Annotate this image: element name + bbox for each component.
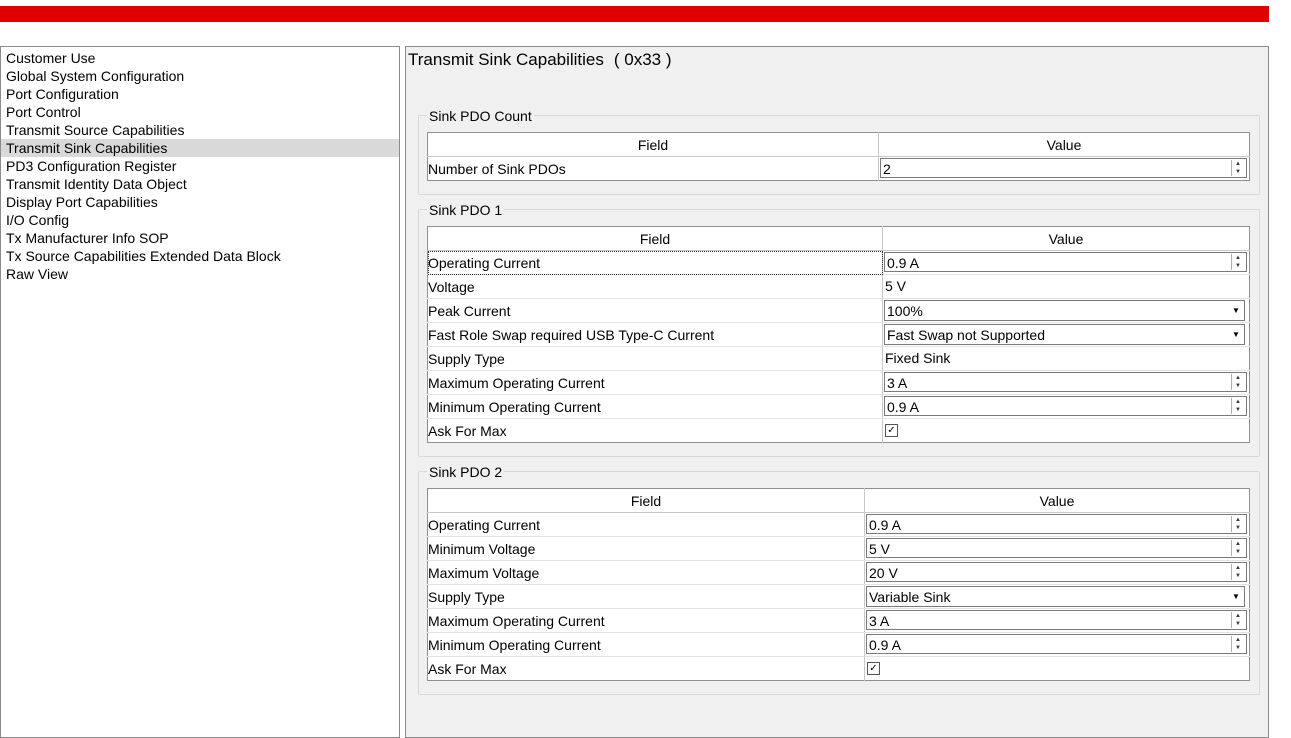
spin-up-icon[interactable]: ▲: [1235, 517, 1241, 523]
spinbox-buttons[interactable]: [1231, 636, 1245, 652]
value-cell: [883, 251, 1250, 275]
value-cell: [883, 371, 1250, 395]
nav-list: [1, 47, 399, 283]
group-sink-pdo-1: [418, 202, 1260, 457]
value-cell-wrap: [883, 299, 1249, 322]
spinbox-value[interactable]: 5 V: [869, 541, 891, 557]
value-cell: [865, 513, 1250, 537]
field-name-cell: Minimum Voltage: [428, 537, 865, 561]
table-row: [428, 633, 1250, 657]
dropdown-select[interactable]: [866, 586, 1245, 607]
dropdown-select[interactable]: [884, 324, 1245, 345]
spin-down-icon[interactable]: ▼: [1235, 549, 1241, 555]
dropdown-value[interactable]: Variable Sink: [869, 589, 951, 605]
table-row: [428, 419, 1250, 443]
numeric-spinbox[interactable]: [884, 252, 1247, 272]
static-value: 5 V: [885, 278, 907, 294]
value-cell-wrap: [879, 157, 1249, 180]
table-row: [428, 395, 1250, 419]
group-label: Sink PDO Count: [429, 108, 532, 124]
table-row: [428, 513, 1250, 537]
page-title-text: Transmit Sink Capabilities: [408, 50, 604, 69]
table-row: [428, 371, 1250, 395]
field-name-cell: Ask For Max: [428, 419, 883, 443]
sink-pdo-count-table: [427, 132, 1250, 181]
spin-up-icon[interactable]: ▲: [1235, 375, 1241, 381]
register-code: ( 0x33 ): [613, 50, 672, 69]
field-name-cell: Peak Current: [428, 299, 883, 323]
nav-item[interactable]: I/O Config: [6, 212, 70, 228]
field-name-cell: Minimum Operating Current: [428, 395, 883, 419]
value-cell: [865, 585, 1250, 609]
spin-up-icon[interactable]: ▲: [1235, 161, 1241, 167]
nav-item[interactable]: Raw View: [6, 266, 68, 282]
spinbox-value[interactable]: 0.9 A: [887, 399, 919, 415]
field-name-cell: Supply Type: [428, 585, 865, 609]
spinbox-value[interactable]: 20 V: [869, 565, 898, 581]
column-header-field: Field: [428, 227, 883, 251]
value-cell: [865, 609, 1250, 633]
chevron-down-icon[interactable]: ▼: [1232, 592, 1240, 601]
spinbox-buttons[interactable]: [1231, 564, 1245, 580]
spin-up-icon[interactable]: ▲: [1235, 613, 1241, 619]
field-name-cell: Operating Current: [428, 513, 865, 537]
spin-down-icon[interactable]: ▼: [1235, 525, 1241, 531]
nav-item[interactable]: Global System Configuration: [6, 68, 185, 84]
value-cell: [883, 347, 1250, 371]
value-cell-wrap: [883, 323, 1249, 346]
spinbox-value[interactable]: 2: [883, 161, 891, 177]
value-cell: [865, 561, 1250, 585]
value-cell-wrap: [883, 395, 1249, 418]
spinbox-value[interactable]: 3 A: [869, 613, 890, 629]
spinbox-value[interactable]: 0.9 A: [869, 637, 901, 653]
nav-item[interactable]: Transmit Identity Data Object: [6, 176, 187, 192]
value-cell-wrap: [865, 537, 1249, 560]
value-cell: [865, 633, 1250, 657]
numeric-spinbox[interactable]: [866, 514, 1247, 534]
table-row: [428, 323, 1250, 347]
field-name-cell: Voltage: [428, 275, 883, 299]
column-header-value: Value: [883, 227, 1250, 251]
value-cell: [883, 395, 1250, 419]
spinbox-buttons[interactable]: [1231, 516, 1245, 532]
group-sink-pdo-2: [418, 464, 1260, 695]
spin-down-icon[interactable]: ▼: [1235, 645, 1241, 651]
sink-pdo-1-table: [427, 226, 1250, 443]
field-name-cell: Maximum Operating Current: [428, 371, 883, 395]
field-name-cell: Maximum Voltage: [428, 561, 865, 585]
table-header-row: [428, 489, 1250, 513]
table-header-row: [428, 227, 1250, 251]
spin-down-icon[interactable]: ▼: [1235, 573, 1241, 579]
spinbox-buttons[interactable]: [1231, 540, 1245, 556]
table-row: [428, 299, 1250, 323]
value-cell-wrap: [883, 251, 1249, 274]
field-name-cell: Maximum Operating Current: [428, 609, 865, 633]
table-row: [428, 251, 1250, 275]
value-cell-wrap: [883, 275, 1249, 298]
table-row: [428, 657, 1250, 681]
value-cell-wrap: [865, 657, 1249, 680]
value-cell: [883, 419, 1250, 443]
value-cell: [879, 157, 1250, 181]
nav-item[interactable]: Transmit Source Capabilities: [6, 122, 185, 138]
spinbox-buttons[interactable]: [1231, 374, 1245, 390]
value-cell: [883, 275, 1250, 299]
value-cell-wrap: [865, 585, 1249, 608]
chevron-down-icon[interactable]: ▼: [1232, 330, 1240, 339]
nav-item[interactable]: Tx Manufacturer Info SOP: [6, 230, 169, 246]
spinbox-value[interactable]: 3 A: [887, 375, 908, 391]
register-nav-tree[interactable]: [0, 46, 400, 738]
value-cell: [865, 657, 1250, 681]
nav-item[interactable]: PD3 Configuration Register: [6, 158, 177, 174]
spinbox-buttons[interactable]: [1231, 160, 1245, 176]
numeric-spinbox[interactable]: [866, 538, 1247, 558]
nav-item[interactable]: Port Control: [6, 104, 81, 120]
spinbox-buttons[interactable]: [1231, 254, 1245, 270]
value-cell-wrap: [865, 633, 1249, 656]
ask-for-max-checkbox[interactable]: ✓: [867, 662, 880, 675]
spin-down-icon[interactable]: ▼: [1235, 169, 1241, 175]
static-value: Fixed Sink: [885, 350, 951, 366]
value-cell-wrap: [865, 609, 1249, 632]
register-detail-panel: [405, 46, 1269, 738]
value-cell-wrap: [883, 419, 1249, 442]
column-header-value: Value: [879, 133, 1250, 157]
value-cell: [865, 537, 1250, 561]
group-sink-pdo-count: [418, 108, 1260, 195]
spin-up-icon[interactable]: ▲: [1235, 399, 1241, 405]
group-label: Sink PDO 1: [429, 202, 503, 218]
spin-down-icon[interactable]: ▼: [1235, 383, 1241, 389]
spin-down-icon[interactable]: ▼: [1235, 263, 1241, 269]
field-name-cell: Minimum Operating Current: [428, 633, 865, 657]
table-row: [428, 585, 1250, 609]
numeric-spinbox[interactable]: [866, 562, 1247, 582]
spinbox-value[interactable]: 0.9 A: [887, 255, 919, 271]
group-label: Sink PDO 2: [429, 464, 503, 480]
nav-item[interactable]: Display Port Capabilities: [6, 194, 158, 210]
value-cell-wrap: [883, 371, 1249, 394]
field-name-cell: Supply Type: [428, 347, 883, 371]
chevron-down-icon[interactable]: ▼: [1232, 306, 1240, 315]
ask-for-max-checkbox[interactable]: ✓: [885, 424, 898, 437]
dropdown-select[interactable]: [884, 300, 1245, 321]
spinbox-buttons[interactable]: [1231, 398, 1245, 414]
numeric-spinbox[interactable]: [866, 634, 1247, 654]
nav-item[interactable]: Transmit Sink Capabilities: [1, 139, 399, 157]
nav-item[interactable]: Tx Source Capabilities Extended Data Block: [6, 248, 281, 264]
page-title: [408, 49, 672, 71]
table-row: [428, 609, 1250, 633]
table-row: [428, 157, 1250, 181]
numeric-spinbox[interactable]: [880, 158, 1247, 178]
table-row: [428, 347, 1250, 371]
numeric-spinbox[interactable]: [884, 372, 1247, 392]
spin-down-icon[interactable]: ▼: [1235, 621, 1241, 627]
spin-up-icon[interactable]: ▲: [1235, 565, 1241, 571]
dropdown-value[interactable]: Fast Swap not Supported: [887, 327, 1045, 343]
field-name-cell: Fast Role Swap required USB Type-C Current: [428, 323, 883, 347]
table-row: [428, 275, 1250, 299]
nav-item[interactable]: Customer Use: [6, 50, 96, 66]
table-row: [428, 561, 1250, 585]
dropdown-value[interactable]: 100%: [887, 303, 923, 319]
nav-item[interactable]: Port Configuration: [6, 86, 119, 102]
spin-up-icon[interactable]: ▲: [1235, 255, 1241, 261]
column-header-field: Field: [428, 133, 879, 157]
value-cell-wrap: [865, 561, 1249, 584]
value-cell: [883, 299, 1250, 323]
header-accent-bar: [0, 6, 1269, 22]
value-cell-wrap: [883, 347, 1249, 370]
numeric-spinbox[interactable]: [866, 610, 1247, 630]
table-row: [428, 537, 1250, 561]
spin-up-icon[interactable]: ▲: [1235, 541, 1241, 547]
field-name-cell: Ask For Max: [428, 657, 865, 681]
value-cell: [883, 323, 1250, 347]
column-header-field: Field: [428, 489, 865, 513]
spin-up-icon[interactable]: ▲: [1235, 637, 1241, 643]
table-header-row: [428, 133, 1250, 157]
sink-pdo-2-table: [427, 488, 1250, 681]
value-cell-wrap: [865, 513, 1249, 536]
numeric-spinbox[interactable]: [884, 396, 1247, 416]
field-name-cell: Number of Sink PDOs: [428, 157, 879, 181]
spinbox-value[interactable]: 0.9 A: [869, 517, 901, 533]
spin-down-icon[interactable]: ▼: [1235, 407, 1241, 413]
column-header-value: Value: [865, 489, 1250, 513]
spinbox-buttons[interactable]: [1231, 612, 1245, 628]
field-name-cell: Operating Current: [428, 251, 883, 275]
